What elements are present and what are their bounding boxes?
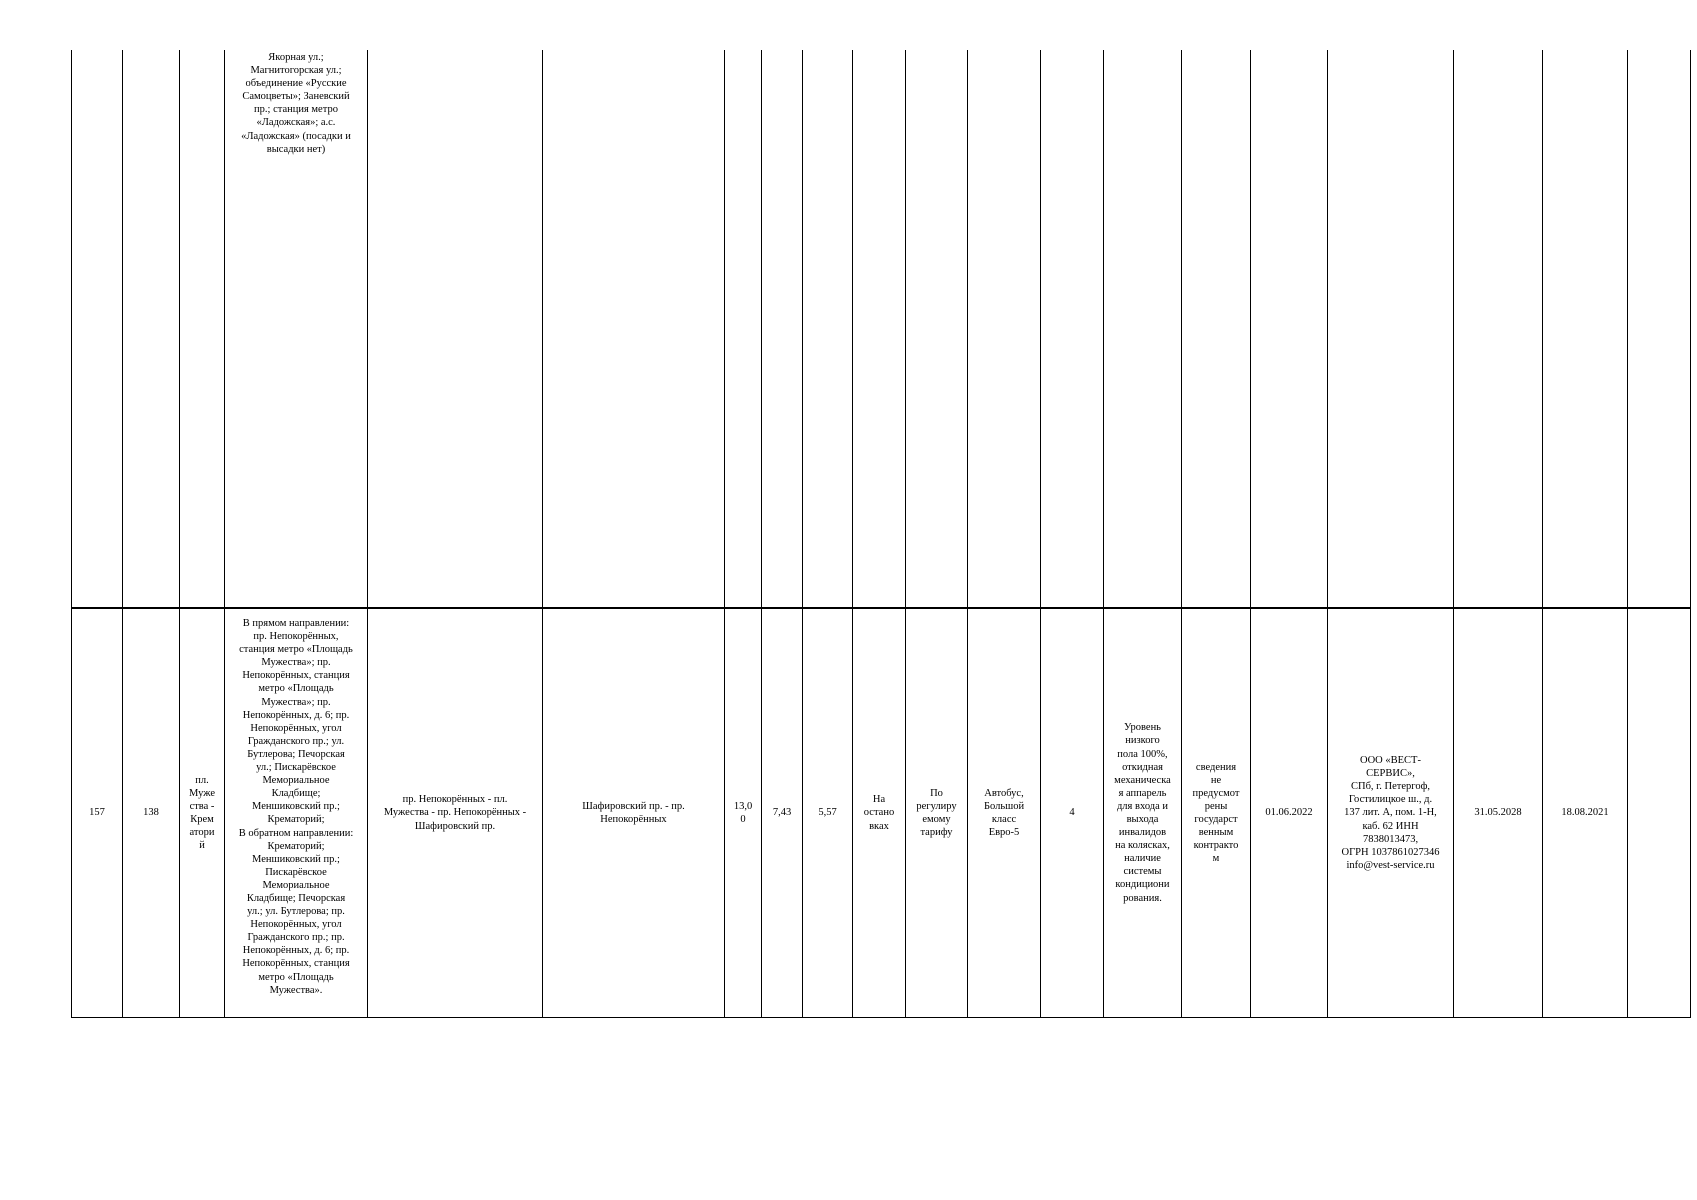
cell-length-backward: 5,57: [803, 608, 853, 1018]
cell-tariff-type: По регулиру емому тарифу: [906, 608, 968, 1018]
cell-length-forward: [762, 50, 803, 608]
cell-vehicle-count: 4: [1041, 608, 1104, 1018]
cell-registration-date: [1543, 50, 1628, 608]
route-registry-table: [71, 50, 1691, 1018]
cell-length-total: [725, 50, 762, 608]
cell-tariff-type: [906, 50, 968, 608]
cell-contract-info: [1182, 50, 1251, 608]
cell-contract-info: сведения не предусмот рены государст венным контракто м: [1182, 608, 1251, 1018]
cell-end-date: 31.05.2028: [1454, 608, 1543, 1018]
cell-route-number: 138: [123, 608, 180, 1018]
cell-route-number: [123, 50, 180, 608]
cell-streets-forward: [368, 50, 543, 608]
cell-streets-backward: Шафировский пр. - пр. Непокорённых: [543, 608, 725, 1018]
cell-last: [1628, 608, 1691, 1018]
cell-length-backward: [803, 50, 853, 608]
cell-stops: В прямом направлении: пр. Непокорённых, станция метро «Площадь Мужества»; пр. Непокорённых, станция метро «Площадь Мужества»; пр. Непокорённых, д. 6; пр. Непокорённых, угол Гражданского пр.; ул. Бутлерова; Печорская ул.; Пискарёвское Мемориальное Кладбище; Меншиковский пр.; Крематорий; В обратном направлении: Крематорий; Меншиковский пр.; Пискарёвское Мемориальное Кладбище; Печорская ул.; ул. Бутлерова; пр. Непокорённых, угол Гражданского пр.; пр. Непокорённых, д. 6; пр. Непокорённых, станция метро «Площадь Мужества».: [225, 608, 368, 1018]
cell-vehicle: [968, 50, 1041, 608]
cell-streets-forward: пр. Непокорённых - пл. Мужества - пр. Непокорённых - Шафировский пр.: [368, 608, 543, 1018]
cell-vehicle-features: [1104, 50, 1182, 608]
cell-start-date: 01.06.2022: [1251, 608, 1328, 1018]
cell-vehicle-count: [1041, 50, 1104, 608]
cell-end-date: [1454, 50, 1543, 608]
cell-stops-continued: Якорная ул.; Магнитогорская ул.; объединение «Русские Самоцветы»; Заневский пр.; станция метро «Ладожская»; а.с. «Ладожская» (посадки и высадки нет): [225, 50, 368, 608]
cell-start-date: [1251, 50, 1328, 608]
cell-boarding-order: На остано вках: [853, 608, 906, 1018]
cell-vehicle-features: Уровень низкого пола 100%, откидная механическа я аппарель для входа и выхода инвалидов на колясках, наличие системы кондициони рования.: [1104, 608, 1182, 1018]
cell-carrier: ООО «ВЕСТ- СЕРВИС», СПб, г. Петергоф, Гостилицкое ш., д. 137 лит. А, пом. 1-Н, каб. 62 ИНН 7838013473, ОГРН 1037861027346 info@vest-service.ru: [1328, 608, 1454, 1018]
cell-boarding-order: [853, 50, 906, 608]
cell-length-forward: 7,43: [762, 608, 803, 1018]
cell-registration-date: 18.08.2021: [1543, 608, 1628, 1018]
cell-carrier: [1328, 50, 1454, 608]
cell-length-total: 13,0 0: [725, 608, 762, 1018]
cell-streets-backward: [543, 50, 725, 608]
table-row-continuation: [72, 50, 1691, 608]
cell-registry-number: [72, 50, 123, 608]
table-row-route-138: [72, 608, 1691, 1018]
cell-route-name: [180, 50, 225, 608]
cell-registry-number: 157: [72, 608, 123, 1018]
cell-last: [1628, 50, 1691, 608]
cell-vehicle: Автобус, Большой класс Евро-5: [968, 608, 1041, 1018]
cell-route-name: пл. Муже ства - Крем атори й: [180, 608, 225, 1018]
